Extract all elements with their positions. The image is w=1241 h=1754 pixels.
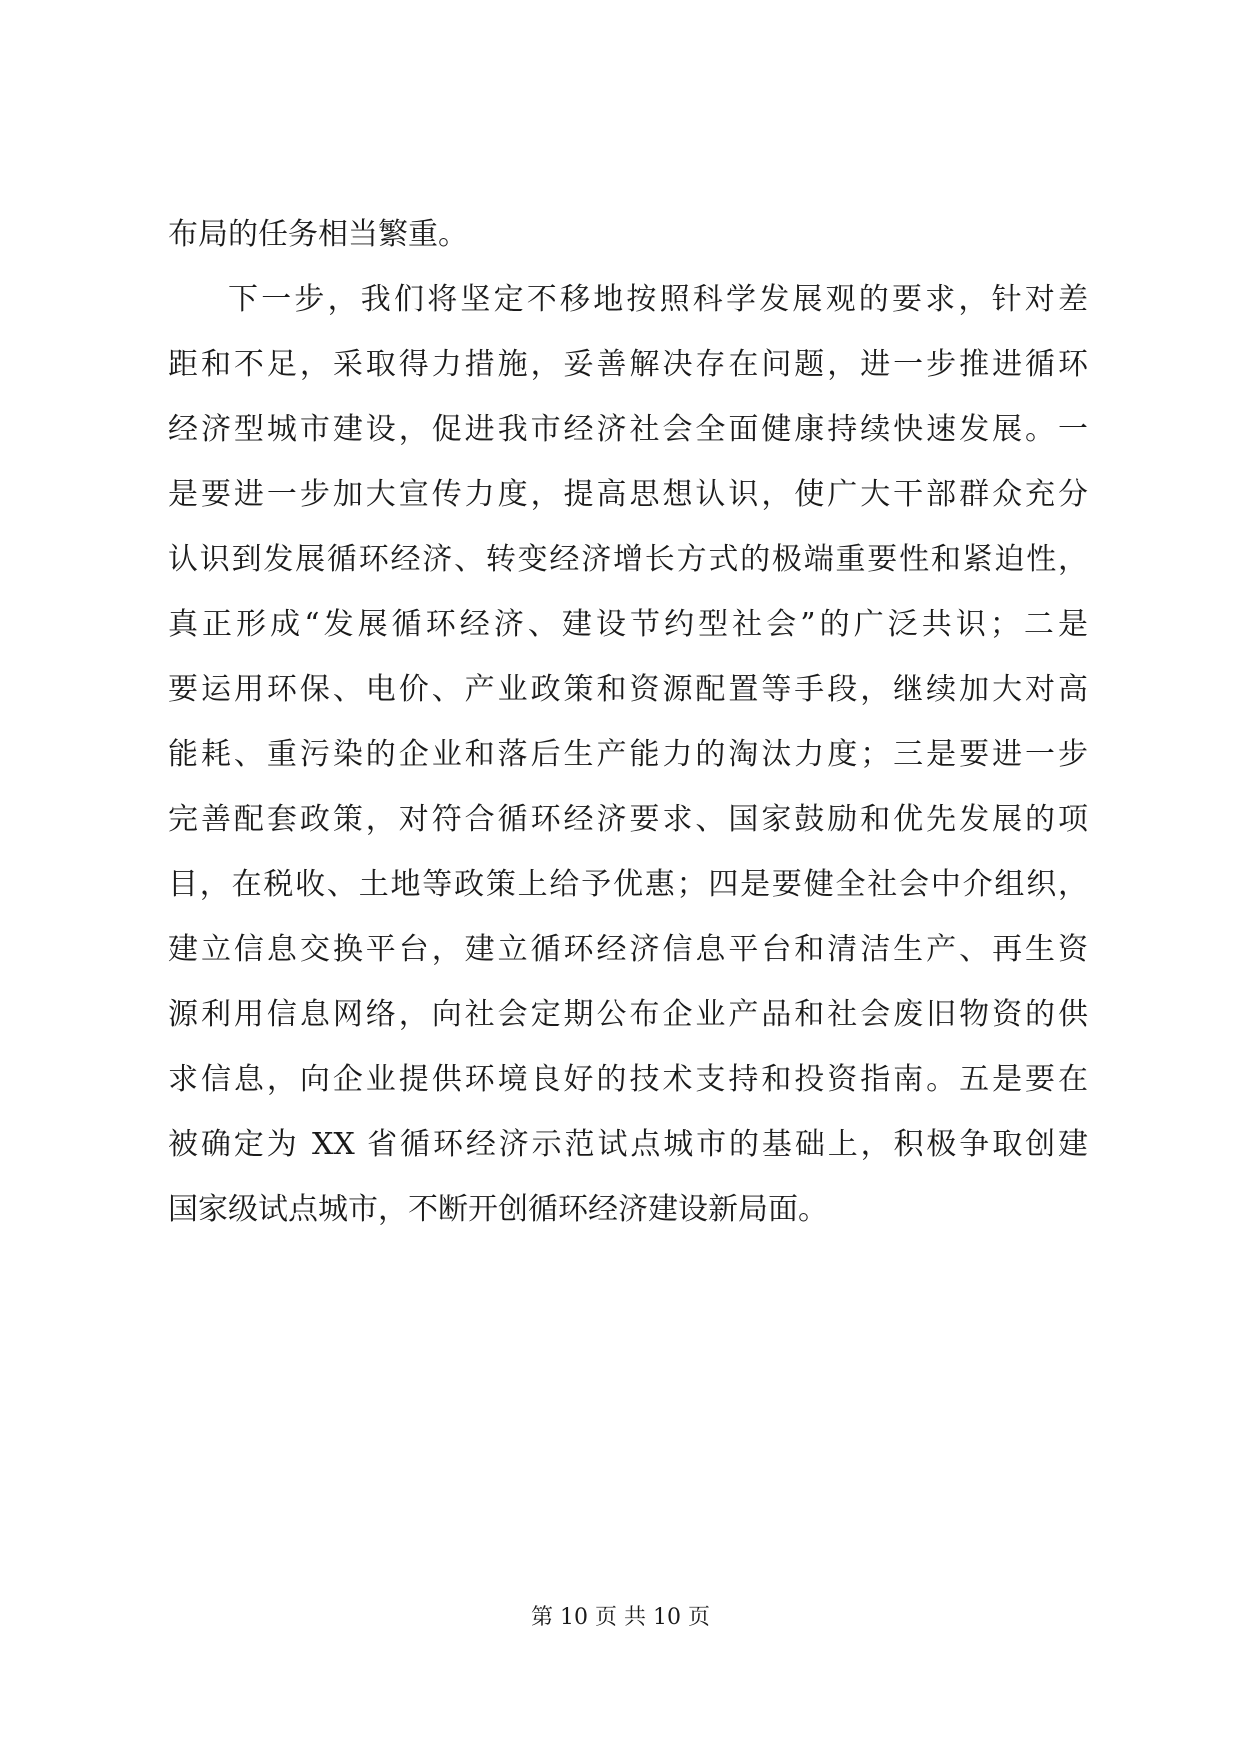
text-line: 能耗、重污染的企业和落后生产能力的淘汰力度；三是要进一步: [168, 737, 1088, 772]
body-text: [168, 202, 1088, 1242]
text-line: 是要进一步加大宣传力度，提高思想认识，使广大干部群众充分: [168, 477, 1088, 512]
page-number-footer: 第 10 页 共 10 页: [531, 1605, 710, 1630]
text-line: 建立信息交换平台，建立循环经济信息平台和清洁生产、再生资: [168, 932, 1088, 967]
text-line: 距和不足，采取得力措施，妥善解决存在问题，进一步推进循环: [168, 347, 1088, 382]
text-line: 要运用环保、电价、产业政策和资源配置等手段，继续加大对高: [168, 672, 1088, 707]
text-line: 目，在税收、土地等政策上给予优惠；四是要健全社会中介组织，: [168, 867, 1088, 902]
text-line: 下一步，我们将坚定不移地按照科学发展观的要求，针对差: [228, 282, 1088, 317]
text-line: 国家级试点城市，不断开创循环经济建设新局面。: [168, 1192, 828, 1227]
text-line: 求信息，向企业提供环境良好的技术支持和投资指南。五是要在: [168, 1062, 1088, 1097]
text-line: 真正形成“发展循环经济、建设节约型社会”的广泛共识；二是: [168, 607, 1088, 642]
text-line: 布局的任务相当繁重。: [168, 217, 468, 252]
text-line: 认识到发展循环经济、转变经济增长方式的极端重要性和紧迫性，: [168, 542, 1088, 577]
text-line: 被确定为 XX 省循环经济示范试点城市的基础上，积极争取创建: [168, 1127, 1088, 1162]
text-line: 经济型城市建设，促进我市经济社会全面健康持续快速发展。一: [168, 412, 1088, 447]
text-line: 完善配套政策，对符合循环经济要求、国家鼓励和优先发展的项: [168, 802, 1088, 837]
text-line: 源利用信息网络，向社会定期公布企业产品和社会废旧物资的供: [168, 997, 1088, 1032]
